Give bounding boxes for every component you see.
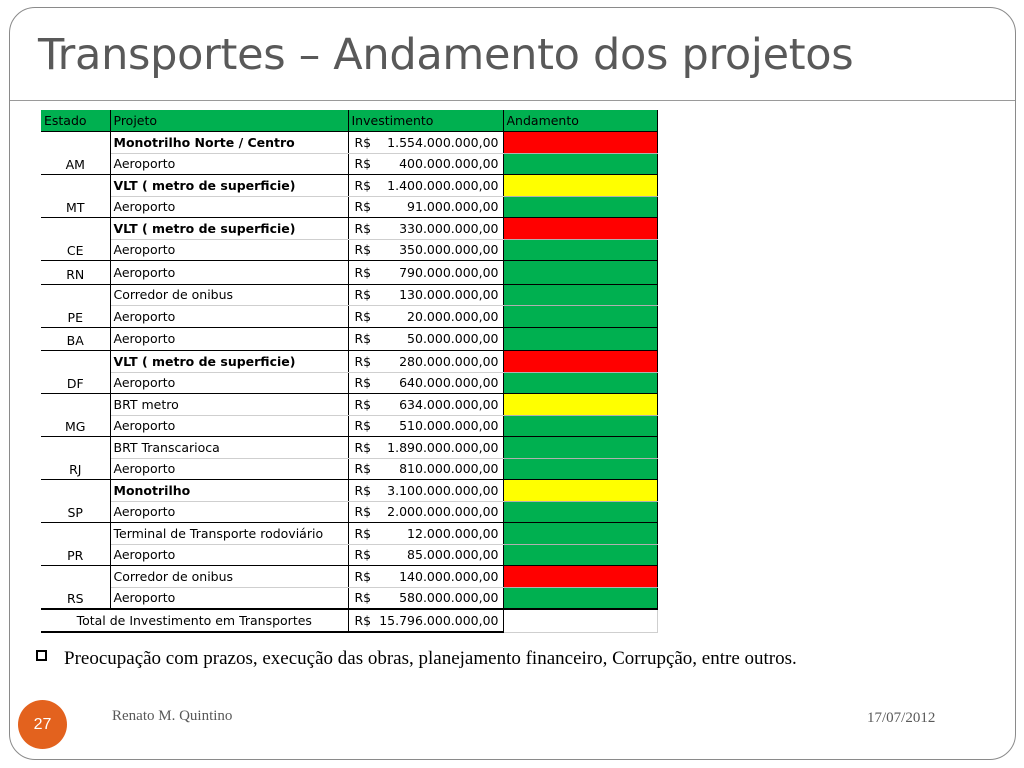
table-header-row <box>41 110 657 132</box>
amount: 790.000.000,00 <box>399 264 499 280</box>
currency-symbol: R$ <box>354 461 372 477</box>
investment-value <box>355 483 499 498</box>
currency-symbol: R$ <box>354 418 372 434</box>
currency-symbol: R$ <box>354 375 372 391</box>
project-cell: Aeroporto <box>110 372 348 394</box>
page-number-badge: 27 <box>18 700 67 749</box>
investment-value <box>355 309 499 324</box>
investment-value <box>355 461 499 476</box>
state-cell: DF <box>41 351 110 394</box>
project-cell: VLT ( metro de superficie) <box>110 351 348 373</box>
table-row <box>41 544 657 566</box>
investment-cell <box>348 544 503 566</box>
state-cell: BA <box>41 327 110 351</box>
currency-symbol: R$ <box>354 525 372 541</box>
bullet-point <box>36 644 836 674</box>
table-row <box>41 351 657 373</box>
investment-cell <box>348 523 503 545</box>
investment-cell <box>348 218 503 240</box>
currency-symbol: R$ <box>354 439 372 455</box>
header-andamento: Andamento <box>503 110 657 132</box>
currency-symbol: R$ <box>354 396 372 412</box>
currency-symbol: R$ <box>354 568 372 584</box>
title-divider <box>10 100 1015 101</box>
slide-title: Transportes – Andamento dos projetos <box>38 30 854 80</box>
status-green-cell <box>503 196 657 218</box>
project-cell: Aeroporto <box>110 458 348 480</box>
table-row <box>41 284 657 306</box>
status-green-cell <box>503 153 657 175</box>
table-row <box>41 132 657 154</box>
project-cell: VLT ( metro de superficie) <box>110 218 348 240</box>
amount: 400.000.000,00 <box>399 156 499 172</box>
header-investimento: Investimento <box>348 110 503 132</box>
status-green-cell <box>503 415 657 437</box>
amount: 12.000.000,00 <box>407 525 499 541</box>
currency-symbol: R$ <box>354 547 372 563</box>
investment-value <box>355 135 499 150</box>
status-green-cell <box>503 523 657 545</box>
status-green-cell <box>503 587 657 609</box>
investment-cell <box>348 175 503 197</box>
total-row <box>41 609 657 632</box>
currency-symbol: R$ <box>354 199 372 215</box>
project-cell: Aeroporto <box>110 306 348 328</box>
investment-cell <box>348 153 503 175</box>
table-row <box>41 587 657 609</box>
currency-symbol: R$ <box>354 590 372 606</box>
currency-symbol: R$ <box>354 220 372 236</box>
checkbox-bullet-icon <box>36 650 47 661</box>
status-yellow-cell <box>503 480 657 502</box>
table-row <box>41 415 657 437</box>
status-green-cell <box>503 437 657 459</box>
investment-value <box>355 331 499 346</box>
investment-value <box>355 354 499 369</box>
total-status-cell <box>503 609 657 632</box>
amount: 1.554.000.000,00 <box>387 134 499 150</box>
status-red-cell <box>503 218 657 240</box>
amount: 2.000.000.000,00 <box>387 504 499 520</box>
currency-symbol: R$ <box>354 482 372 498</box>
state-cell: RJ <box>41 437 110 480</box>
currency-symbol: R$ <box>354 242 372 258</box>
header-estado: Estado <box>41 110 110 132</box>
state-cell: CE <box>41 218 110 261</box>
table-row <box>41 480 657 502</box>
investment-cell <box>348 480 503 502</box>
amount: 580.000.000,00 <box>399 590 499 606</box>
investment-value <box>355 199 499 214</box>
investment-value <box>355 221 499 236</box>
table-row <box>41 196 657 218</box>
amount: 330.000.000,00 <box>399 220 499 236</box>
currency-symbol: R$ <box>354 287 372 303</box>
status-yellow-cell <box>503 394 657 416</box>
project-cell: BRT metro <box>110 394 348 416</box>
project-cell: Aeroporto <box>110 261 348 285</box>
amount: 634.000.000,00 <box>399 396 499 412</box>
currency-symbol: R$ <box>354 156 372 172</box>
status-green-cell <box>503 306 657 328</box>
status-green-cell <box>503 284 657 306</box>
amount: 140.000.000,00 <box>399 568 499 584</box>
total-label: Total de Investimento em Transportes <box>41 609 348 632</box>
investment-cell <box>348 394 503 416</box>
currency-symbol: R$ <box>354 504 372 520</box>
investment-value <box>355 504 499 519</box>
investment-value <box>355 156 499 171</box>
currency-symbol: R$ <box>354 331 372 347</box>
project-cell: Aeroporto <box>110 239 348 261</box>
project-cell: Aeroporto <box>110 196 348 218</box>
state-cell: RN <box>41 261 110 285</box>
amount: 91.000.000,00 <box>407 199 499 215</box>
state-cell: MG <box>41 394 110 437</box>
bullet-text: Preocupação com prazos, execução das obras, planejamento financeiro, Corrupção, entre outros. <box>64 648 797 669</box>
state-cell: PR <box>41 523 110 566</box>
currency-symbol: R$ <box>354 308 372 324</box>
table-row <box>41 566 657 588</box>
project-cell: Aeroporto <box>110 544 348 566</box>
investment-cell <box>348 306 503 328</box>
header-projeto: Projeto <box>110 110 348 132</box>
investment-value <box>355 547 499 562</box>
investment-cell <box>348 566 503 588</box>
investment-value <box>355 287 499 302</box>
investment-cell <box>348 458 503 480</box>
project-cell: Aeroporto <box>110 327 348 351</box>
status-green-cell <box>503 327 657 351</box>
amount: 510.000.000,00 <box>399 418 499 434</box>
amount: 810.000.000,00 <box>399 461 499 477</box>
amount: 50.000.000,00 <box>407 331 499 347</box>
currency-symbol: R$ <box>354 177 372 193</box>
table-row <box>41 327 657 351</box>
investment-value <box>355 397 499 412</box>
project-cell: VLT ( metro de superficie) <box>110 175 348 197</box>
investment-cell <box>348 587 503 609</box>
table-row <box>41 372 657 394</box>
state-cell: MT <box>41 175 110 218</box>
investment-cell <box>348 196 503 218</box>
total-amount: 15.796.000.000,00 <box>379 613 499 628</box>
table-row <box>41 239 657 261</box>
amount: 280.000.000,00 <box>399 353 499 369</box>
status-green-cell <box>503 239 657 261</box>
amount: 3.100.000.000,00 <box>387 482 499 498</box>
currency-symbol: R$ <box>354 134 372 150</box>
project-cell: Corredor de onibus <box>110 566 348 588</box>
table-row <box>41 261 657 285</box>
investment-cell <box>348 501 503 523</box>
investment-value <box>355 526 499 541</box>
project-cell: Aeroporto <box>110 501 348 523</box>
investment-cell <box>348 351 503 373</box>
investment-cell <box>348 261 503 285</box>
status-yellow-cell <box>503 175 657 197</box>
table-row <box>41 437 657 459</box>
investment-value <box>355 375 499 390</box>
investment-value <box>355 590 499 605</box>
investment-value <box>355 569 499 584</box>
table-row <box>41 153 657 175</box>
investment-cell <box>348 284 503 306</box>
investment-value <box>355 265 499 280</box>
table-row <box>41 306 657 328</box>
table-row <box>41 523 657 545</box>
investment-cell <box>348 327 503 351</box>
project-cell: Corredor de onibus <box>110 284 348 306</box>
amount: 1.400.000.000,00 <box>387 177 499 193</box>
project-cell: Terminal de Transporte rodoviário <box>110 523 348 545</box>
status-green-cell <box>503 372 657 394</box>
project-cell: Aeroporto <box>110 415 348 437</box>
total-investment-value <box>355 613 499 628</box>
projects-table <box>41 110 658 633</box>
investment-value <box>355 418 499 433</box>
currency-symbol: R$ <box>354 264 372 280</box>
amount: 20.000.000,00 <box>407 308 499 324</box>
project-cell: Monotrilho <box>110 480 348 502</box>
status-green-cell <box>503 458 657 480</box>
table-row <box>41 394 657 416</box>
status-green-cell <box>503 501 657 523</box>
amount: 640.000.000,00 <box>399 375 499 391</box>
investment-cell <box>348 239 503 261</box>
amount: 130.000.000,00 <box>399 287 499 303</box>
total-investment-cell <box>348 609 503 632</box>
table-body <box>41 132 657 633</box>
amount: 85.000.000,00 <box>407 547 499 563</box>
project-cell: BRT Transcarioca <box>110 437 348 459</box>
amount: 1.890.000.000,00 <box>387 439 499 455</box>
footer-date: 17/07/2012 <box>867 710 936 726</box>
table-row <box>41 175 657 197</box>
investment-value <box>355 242 499 257</box>
state-cell: SP <box>41 480 110 523</box>
status-green-cell <box>503 544 657 566</box>
investment-cell <box>348 372 503 394</box>
table-row <box>41 501 657 523</box>
project-cell: Monotrilho Norte / Centro <box>110 132 348 154</box>
table-row <box>41 218 657 240</box>
investment-cell <box>348 437 503 459</box>
investment-value <box>355 440 499 455</box>
investment-cell <box>348 415 503 437</box>
currency-symbol: R$ <box>354 613 372 628</box>
status-red-cell <box>503 351 657 373</box>
state-cell: RS <box>41 566 110 610</box>
state-cell: PE <box>41 284 110 327</box>
project-cell: Aeroporto <box>110 153 348 175</box>
footer-author: Renato M. Quintino <box>112 708 233 724</box>
table-row <box>41 458 657 480</box>
currency-symbol: R$ <box>354 353 372 369</box>
amount: 350.000.000,00 <box>399 242 499 258</box>
status-green-cell <box>503 261 657 285</box>
project-cell: Aeroporto <box>110 587 348 609</box>
state-cell: AM <box>41 132 110 175</box>
status-red-cell <box>503 132 657 154</box>
investment-value <box>355 178 499 193</box>
status-red-cell <box>503 566 657 588</box>
investment-cell <box>348 132 503 154</box>
